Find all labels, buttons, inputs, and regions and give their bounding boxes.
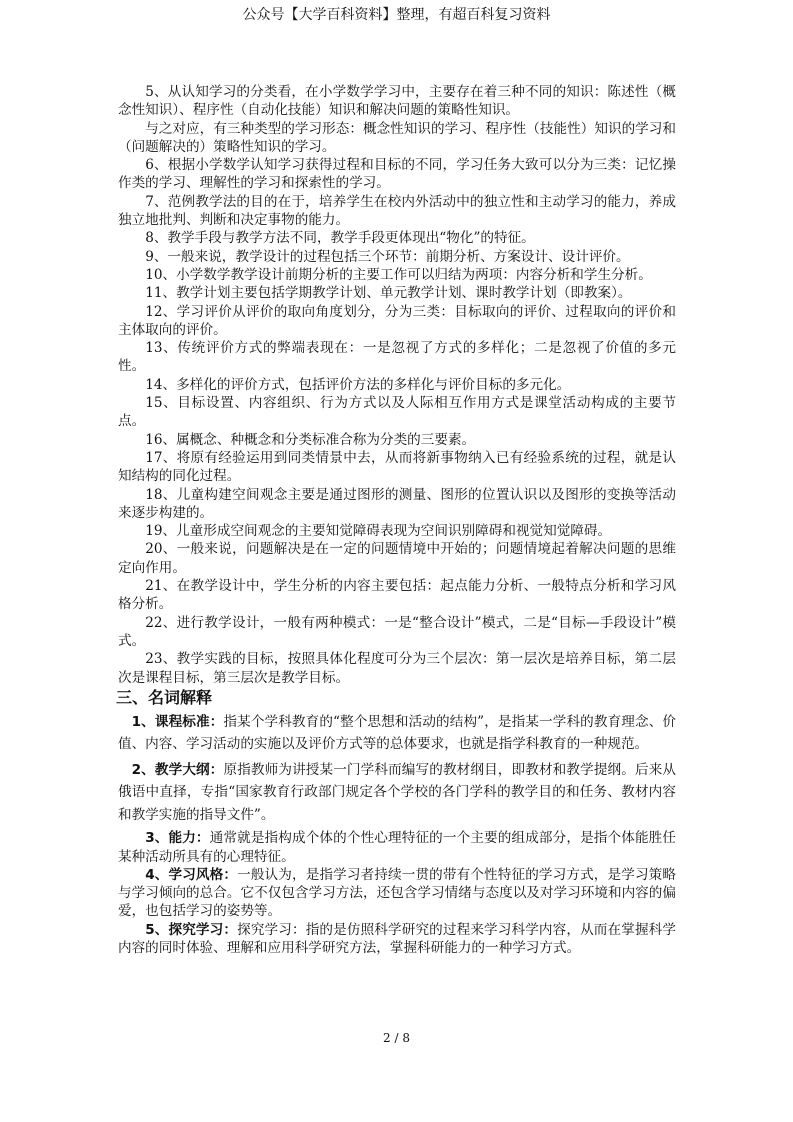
definition-text: 一般认为，是指学习者持续一贯的带有个性特征的学习方式，是学习策略与学习倾向的总合。它不仅包含学习方法，还包含学习情绪与态度以及对学习环境和内容的偏爱，也包括学习的姿势等。 [118, 866, 676, 920]
item: 8、教学手段与教学方法不同，教学手段更体现出“物化”的特征。 [145, 230, 535, 247]
item: 23、教学实践的目标，按照具体化程度可分为三个层次：第一层次是培养目标，第二层次是课程目标，第三层次是教学目标。 [118, 651, 676, 686]
definition [118, 921, 676, 958]
item: 20、一般来说，问题解决是在一定的问题情境中开始的；问题情境起着解决问题的思维定向作用。 [118, 541, 676, 576]
item: 17、将原有经验运用到同类情景中去，从而将新事物纳入已有经验系统的过程，就是认知结构的同化过程。 [118, 449, 676, 485]
item: 18、儿童构建空间观念主要是通过图形的测量、图形的位置认识以及图形的变换等活动来逐步构建的。 [118, 486, 676, 521]
section-title: 三、名词解释 [116, 687, 213, 707]
item: 16、属概念、种概念和分类标准合称为分类的三要素。 [145, 431, 476, 448]
definition-text: 通常就是指构成个体的个性心理特征的一个主要的组成部分，是指个体能胜任某种活动所具有的心理特征。 [118, 830, 676, 865]
item: 与之对应，有三种类型的学习形态：概念性知识的学习、程序性（技能性）知识的学习和（问题解决的）策略性知识的学习。 [118, 120, 676, 155]
definition-term: 1、课程标准： [131, 713, 224, 730]
item: 13、传统评价方式的弊端表现在：一是忽视了方式的多样化；二是忽视了价值的多元性。 [118, 340, 676, 375]
definition-term: 3、能力： [145, 830, 210, 847]
definition-term: 5、探究学习： [145, 921, 238, 938]
definition [118, 711, 676, 756]
page-header: 公众号【大学百科资料】整理，有超百科复习资料 [242, 7, 551, 23]
item: 11、教学计划主要包括学期教学计划、单元教学计划、课时教学计划（即教案）。 [145, 285, 632, 302]
document-body [118, 83, 676, 957]
item: 12、学习评价从评价的取向角度划分，分为三类：目标取向的评价、过程取向的评价和主体取向的评价。 [118, 303, 676, 338]
item: 9、一般来说，教学设计的过程包括三个环节：前期分析、方案设计、设计评价。 [145, 248, 630, 265]
numbered-items [118, 83, 676, 687]
definition-text: 探究学习：指的是仿照科学研究的过程来学习科学内容，从而在掌握科学内容的同时体验、理解和应用科学研究方法，掌握科研能力的一种学习方式。 [118, 921, 676, 957]
item: 6、根据小学数学认知学习获得过程和目标的不同，学习任务大致可以分为三类：记忆操作类的学习、理解性的学习和探索性的学习。 [118, 157, 676, 192]
definition [118, 829, 676, 866]
definition-term: 2、教学大纲： [131, 761, 224, 778]
definitions [118, 711, 676, 958]
definition-text: 原指教师为讲授某一门学科而编写的教材纲目，即教材和教学提纲。后来从俄语中直择，专指“国家教育行政部门规定各个学校的各门学科的教学目的和任务、教材内容和教学实施的指导文件”。 [118, 761, 676, 823]
page-number: 2 / 8 [383, 1031, 410, 1045]
item: 19、儿童形成空间观念的主要知觉障碍表现为空间识别障碍和视觉知觉障碍。 [145, 523, 612, 540]
item: 5、从认知学习的分类看，在小学数学学习中，主要存在着三种不同的知识：陈述性（概念性知识）、程序性（自动化技能）知识和解决问题的策略性知识。 [118, 84, 676, 119]
item: 10、小学数学教学设计前期分析的主要工作可以归结为两项：内容分析和学生分析。 [145, 266, 652, 283]
definition [118, 866, 676, 921]
definition-text: 指某个学科教育的“整个思想和活动的结构”，是指某一学科的教育理念、价值、内容、学习活动的实施以及评价方式等的总体要求，也就是指学科教育的一种规范。 [118, 713, 676, 753]
item: 21、在教学设计中，学生分析的内容主要包括：起点能力分析、一般特点分析和学习风格分析。 [118, 578, 676, 613]
definition [118, 759, 676, 827]
item: 14、多样化的评价方式，包括评价方法的多样化与评价目标的多元化。 [145, 376, 571, 393]
item: 22、进行教学设计，一般有两种模式：一是“整合设计”模式，二是“目标—手段设计”模式。 [118, 614, 676, 649]
definition-term: 4、学习风格： [145, 866, 238, 883]
item: 7、范例教学法的目的在于，培养学生在校内外活动中的独立性和主动学习的能力，养成独立地批判、判断和决定事物的能力。 [118, 193, 676, 229]
item: 15、目标设置、内容组织、行为方式以及人际相互作用方式是课堂活动构成的主要节点。 [118, 395, 676, 430]
